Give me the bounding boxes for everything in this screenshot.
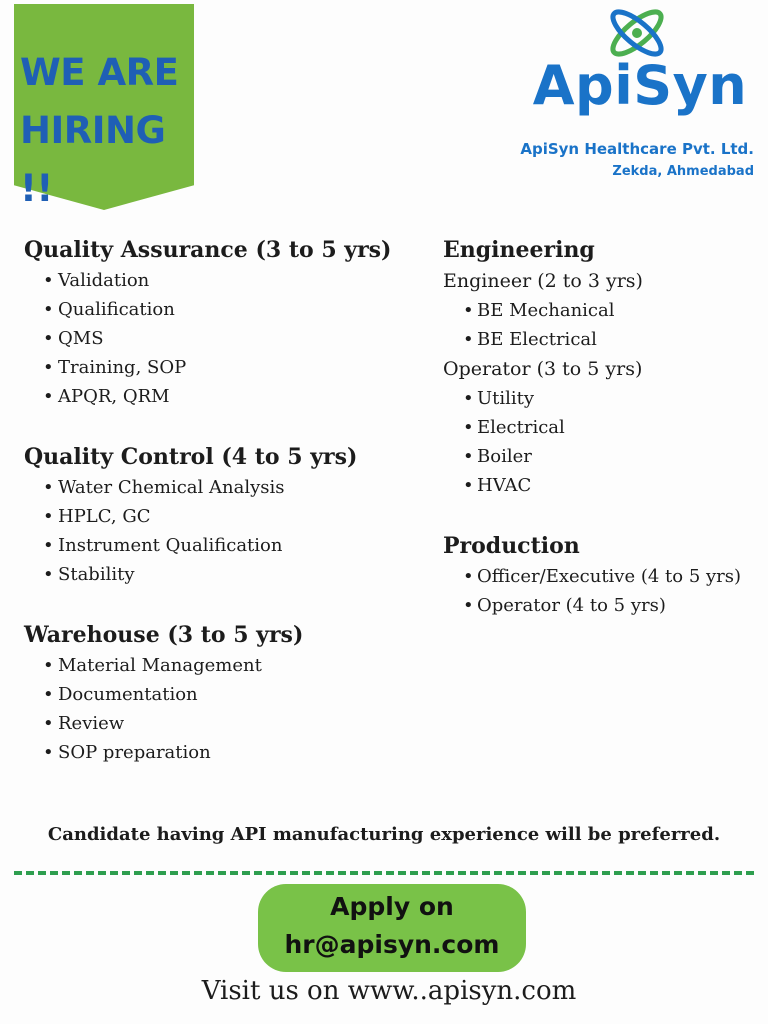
- section-engineering: [443, 234, 763, 500]
- list-item: • Officer/Executive (4 to 5 yrs): [443, 562, 763, 591]
- list-item: • BE Mechanical: [443, 296, 763, 325]
- list-item: • Operator (4 to 5 yrs): [443, 591, 763, 620]
- apply-email-link[interactable]: hr@apisyn.com: [284, 930, 500, 959]
- company-name: ApiSyn Healthcare Pvt. Ltd.: [520, 140, 754, 158]
- molecule-icon: [600, 6, 674, 60]
- brand-name: ApiSyn: [532, 54, 748, 117]
- left-column: [24, 234, 434, 785]
- list-item: • Training, SOP: [24, 353, 434, 382]
- requirement-list: [24, 473, 434, 589]
- section-quality-assurance: [24, 234, 434, 411]
- apply-label: Apply on: [330, 892, 454, 921]
- requirement-list: [443, 384, 763, 500]
- requirement-list: [443, 296, 763, 354]
- list-item: • SOP preparation: [24, 738, 434, 767]
- requirement-list: [24, 266, 434, 411]
- section-title: Quality Control (4 to 5 yrs): [24, 444, 358, 470]
- list-item: • Electrical: [443, 413, 763, 442]
- list-item: • HVAC: [443, 471, 763, 500]
- section-title: Engineering: [443, 237, 595, 263]
- hiring-line-2: HIRING !!: [20, 109, 166, 210]
- list-item: • Utility: [443, 384, 763, 413]
- hiring-headline: [20, 44, 192, 218]
- apply-email-box[interactable]: [258, 884, 526, 972]
- list-item: • QMS: [24, 324, 434, 353]
- requirement-list: [443, 562, 763, 620]
- section-title: Warehouse (3 to 5 yrs): [24, 622, 304, 648]
- hiring-line-1: WE ARE: [20, 51, 179, 94]
- list-item: • Validation: [24, 266, 434, 295]
- section-quality-control: [24, 441, 434, 589]
- list-item: • APQR, QRM: [24, 382, 434, 411]
- requirement-list: [24, 651, 434, 767]
- preference-note: Candidate having API manufacturing experience will be preferred.: [47, 824, 721, 845]
- section-production: [443, 530, 763, 620]
- list-item: • Instrument Qualification: [24, 531, 434, 560]
- list-item: • HPLC, GC: [24, 502, 434, 531]
- list-item: • Boiler: [443, 442, 763, 471]
- list-item: • Water Chemical Analysis: [24, 473, 434, 502]
- list-item: • Stability: [24, 560, 434, 589]
- subsection-title: Operator (3 to 5 yrs): [443, 358, 643, 380]
- list-item: • Qualification: [24, 295, 434, 324]
- list-item: • BE Electrical: [443, 325, 763, 354]
- dashed-divider: [14, 871, 754, 875]
- website-link[interactable]: Visit us on www..apisyn.com: [201, 976, 577, 1006]
- section-title: Production: [443, 533, 580, 559]
- subsection-title: Engineer (2 to 3 yrs): [443, 270, 643, 292]
- list-item: • Review: [24, 709, 434, 738]
- section-title: Quality Assurance (3 to 5 yrs): [24, 237, 392, 263]
- section-warehouse: [24, 619, 434, 767]
- right-column: [443, 234, 763, 638]
- list-item: • Documentation: [24, 680, 434, 709]
- company-location: Zekda, Ahmedabad: [612, 164, 754, 179]
- list-item: • Material Management: [24, 651, 434, 680]
